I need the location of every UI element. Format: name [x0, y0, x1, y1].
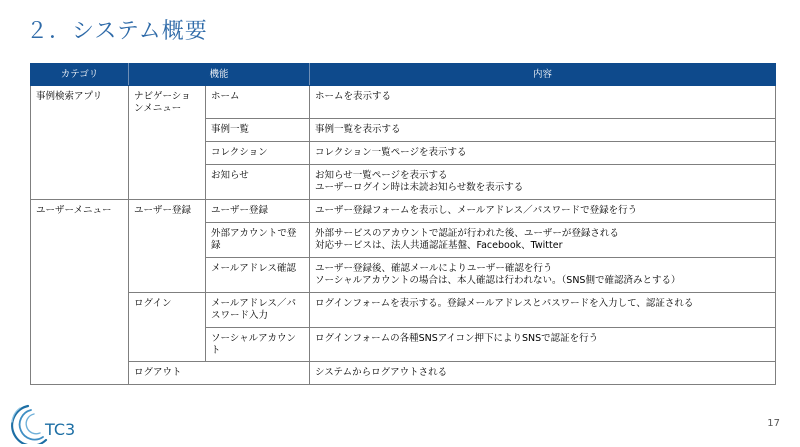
header-content: 内容 — [310, 64, 776, 86]
content-cell: ログインフォームを表示する。登録メールアドレスとパスワードを入力して、認証される — [310, 293, 776, 328]
content-cell: ユーザー登録フォームを表示し、メールアドレス／パスワードで登録を行う — [310, 200, 776, 223]
group-logout: ログアウト — [129, 362, 310, 385]
content-line: お知らせ一覧ページを表示する — [315, 170, 448, 181]
item-cell: 事例一覧 — [206, 119, 310, 142]
header-function: 機能 — [129, 64, 310, 86]
item-cell: ユーザー登録 — [206, 200, 310, 223]
content-cell: ホームを表示する — [310, 86, 776, 119]
table-header-row — [31, 64, 776, 86]
item-cell: メールアドレス／パスワード入力 — [206, 293, 310, 328]
slide-title: ２．システム概要 — [26, 19, 208, 44]
category-user-menu: ユーザーメニュー — [31, 200, 129, 385]
content-cell — [310, 223, 776, 258]
content-cell: コレクション一覧ページを表示する — [310, 142, 776, 165]
table-row — [31, 362, 776, 385]
content-line: 対応サービスは、法人共通認証基盤、Facebook、Twitter — [315, 240, 563, 251]
item-cell: ソーシャルアカウント — [206, 328, 310, 362]
group-login: ログイン — [129, 293, 206, 362]
page-number: 17 — [767, 418, 780, 429]
item-cell: 外部アカウントで登録 — [206, 223, 310, 258]
content-cell — [310, 258, 776, 293]
group-nav-menu: ナビゲーションメニュー — [129, 86, 206, 200]
content-cell — [310, 165, 776, 200]
content-cell: ログインフォームの各種SNSアイコン押下によりSNSで認証を行う — [310, 328, 776, 362]
item-cell: ホーム — [206, 86, 310, 119]
content-cell: システムからログアウトされる — [310, 362, 776, 385]
table-row — [31, 200, 776, 223]
content-line: ソーシャルアカウントの場合は、本人確認は行われない。（SNS側で確認済みとする） — [315, 275, 681, 286]
item-cell: コレクション — [206, 142, 310, 165]
table-row — [31, 86, 776, 119]
item-cell: お知らせ — [206, 165, 310, 200]
item-cell: メールアドレス確認 — [206, 258, 310, 293]
content-line: ユーザーログイン時は未読お知らせ数を表示する — [315, 182, 524, 193]
system-overview-table — [30, 63, 776, 385]
category-app: 事例検索アプリ — [31, 86, 129, 200]
group-user-register: ユーザー登録 — [129, 200, 206, 293]
content-line: 外部サービスのアカウントで認証が行われた後、ユーザーが登録される — [315, 228, 619, 239]
logo-text: TC3 — [45, 420, 76, 439]
content-line: ユーザー登録後、確認メールによりユーザー確認を行う — [315, 263, 553, 274]
content-cell: 事例一覧を表示する — [310, 119, 776, 142]
table-row — [31, 293, 776, 328]
header-category: カテゴリ — [31, 64, 129, 86]
